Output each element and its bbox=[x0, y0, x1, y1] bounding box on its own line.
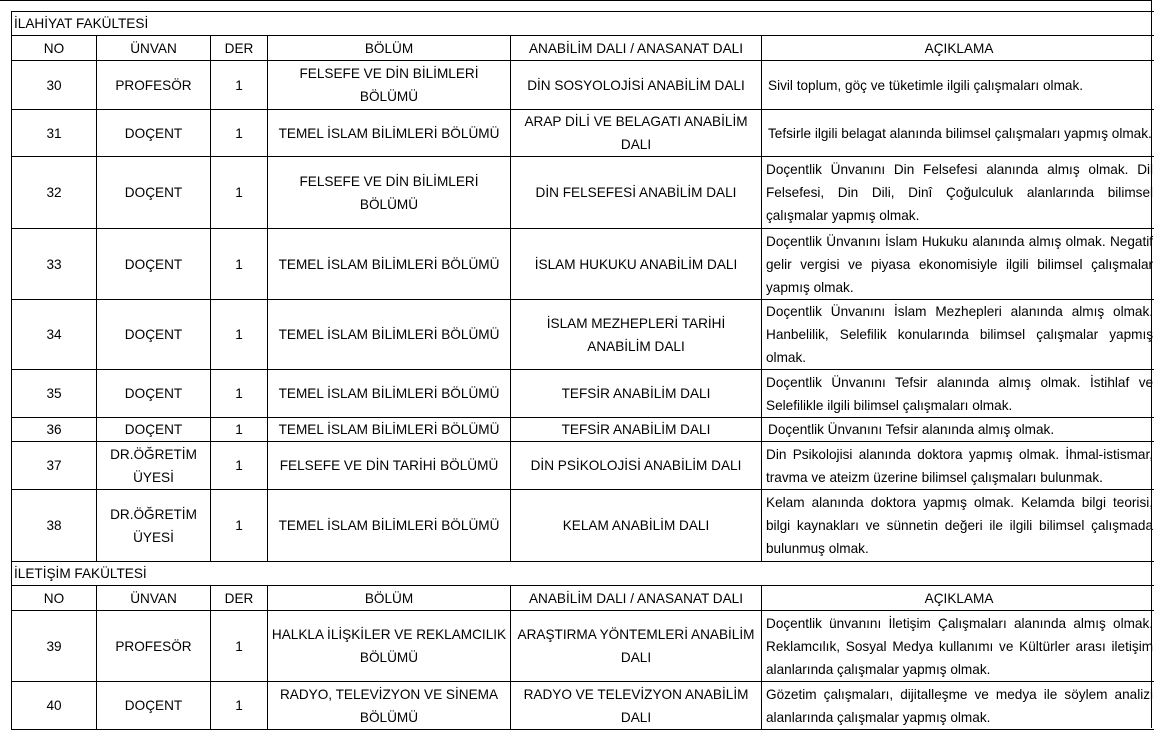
cell-der: 1 bbox=[211, 157, 268, 229]
cell-der: 1 bbox=[211, 418, 268, 442]
cell-no: 40 bbox=[12, 682, 97, 730]
faculty-row bbox=[12, 562, 1154, 586]
cell-anabilim: DİN PSİKOLOJİSİ ANABİLİM DALI bbox=[511, 442, 762, 490]
cell-der: 1 bbox=[211, 611, 268, 682]
header-aciklama: AÇIKLAMA bbox=[762, 36, 1154, 61]
header-unvan: ÜNVAN bbox=[97, 586, 211, 611]
header-row bbox=[12, 36, 1154, 61]
table-row bbox=[12, 370, 1154, 418]
header-anabilim: ANABİLİM DALI / ANASANAT DALI bbox=[511, 586, 762, 611]
header-no: NO bbox=[12, 586, 97, 611]
cell-bolum: TEMEL İSLAM BİLİMLERİ BÖLÜMÜ bbox=[268, 418, 511, 442]
cell-bolum: TEMEL İSLAM BİLİMLERİ BÖLÜMÜ bbox=[268, 370, 511, 418]
cell-bolum: HALKLA İLİŞKİLER VE REKLAMCILIK BÖLÜMÜ bbox=[268, 611, 511, 682]
cell-aciklama: Doçentlik Ünvanını Tefsir alanında almış olmak. bbox=[762, 418, 1154, 442]
cell-der: 1 bbox=[211, 682, 268, 730]
cell-der: 1 bbox=[211, 370, 268, 418]
cell-anabilim: ARAŞTIRMA YÖNTEMLERİ ANABİLİM DALI bbox=[511, 611, 762, 682]
cell-der: 1 bbox=[211, 300, 268, 370]
cell-bolum: FELSEFE VE DİN TARİHİ BÖLÜMÜ bbox=[268, 442, 511, 490]
header-aciklama: AÇIKLAMA bbox=[762, 586, 1154, 611]
cell-bolum: FELSEFE VE DİN BİLİMLERİ BÖLÜMÜ bbox=[268, 61, 511, 110]
table-row bbox=[12, 229, 1154, 300]
cell-no: 39 bbox=[12, 611, 97, 682]
cell-aciklama: Sivil toplum, göç ve tüketimle ilgili çalışmaları olmak. bbox=[762, 61, 1154, 110]
cell-unvan: DR.ÖĞRETİM ÜYESİ bbox=[97, 490, 211, 562]
cell-der: 1 bbox=[211, 229, 268, 300]
table-row bbox=[12, 490, 1154, 562]
cell-der: 1 bbox=[211, 61, 268, 110]
cell-bolum: TEMEL İSLAM BİLİMLERİ BÖLÜMÜ bbox=[268, 300, 511, 370]
cell-aciklama: Kelam alanında doktora yapmış olmak. Kelamda bilgi teorisi, bilgi kaynakları ve sünnetin değeri ile ilgili bilimsel çalışmada bulunmuş olmak. bbox=[762, 490, 1154, 562]
cell-anabilim: TEFSİR ANABİLİM DALI bbox=[511, 370, 762, 418]
table-row bbox=[12, 611, 1154, 682]
cell-unvan: PROFESÖR bbox=[97, 61, 211, 110]
cell-unvan: PROFESÖR bbox=[97, 611, 211, 682]
header-bolum: BÖLÜM bbox=[268, 586, 511, 611]
cell-aciklama: Doçentlik Ünvanını Tefsir alanında almış olmak. İstihlaf ve Selefilikle ilgili bilimsel çalışmaları olmak. bbox=[762, 370, 1154, 418]
cell-no: 32 bbox=[12, 157, 97, 229]
header-row bbox=[12, 586, 1154, 611]
cell-aciklama: Doçentlik Ünvanını Din Felsefesi alanında almış olmak. Dil Felsefesi, Din Dili, Dinî Çoğulculuk alanlarında bilimsel çalışmalar yapmış olmak. bbox=[762, 157, 1154, 229]
cell-unvan: DOÇENT bbox=[97, 110, 211, 157]
cell-bolum: RADYO, TELEVİZYON VE SİNEMA BÖLÜMÜ bbox=[268, 682, 511, 730]
cell-unvan: DR.ÖĞRETİM ÜYESİ bbox=[97, 442, 211, 490]
cell-unvan: DOÇENT bbox=[97, 370, 211, 418]
cell-unvan: DOÇENT bbox=[97, 300, 211, 370]
cell-anabilim: DİN FELSEFESİ ANABİLİM DALI bbox=[511, 157, 762, 229]
faculty-title: İLETİŞİM FAKÜLTESİ bbox=[12, 562, 1154, 586]
cell-anabilim: İSLAM MEZHEPLERİ TARİHİ ANABİLİM DALI bbox=[511, 300, 762, 370]
cell-aciklama: Din Psikolojisi alanında doktora yapmış olmak. İhmal-istismar, travma ve ateizm üzerine bilimsel çalışmaları bulunmak. bbox=[762, 442, 1154, 490]
table-row bbox=[12, 157, 1154, 229]
cell-bolum: FELSEFE VE DİN BİLİMLERİ BÖLÜMÜ bbox=[268, 157, 511, 229]
cell-anabilim: RADYO VE TELEVİZYON ANABİLİM DALI bbox=[511, 682, 762, 730]
header-anabilim: ANABİLİM DALI / ANASANAT DALI bbox=[511, 36, 762, 61]
cell-der: 1 bbox=[211, 442, 268, 490]
cell-anabilim: KELAM ANABİLİM DALI bbox=[511, 490, 762, 562]
faculty-row bbox=[12, 12, 1154, 36]
cell-aciklama: Doçentlik ünvanını İletişim Çalışmaları alanında almış olmak. Reklamcılık, Sosyal Medya kullanımı ve Kültürler arası iletişim alanlarında çalışmalar yapmış olmak. bbox=[762, 611, 1154, 682]
faculty-title: İLAHİYAT FAKÜLTESİ bbox=[12, 12, 1154, 36]
cell-unvan: DOÇENT bbox=[97, 157, 211, 229]
cell-no: 35 bbox=[12, 370, 97, 418]
cell-aciklama: Gözetim çalışmaları, dijitalleşme ve medya ile söylem analizi alanlarında çalışmalar yapmış olmak. bbox=[762, 682, 1154, 730]
cell-der: 1 bbox=[211, 110, 268, 157]
cell-unvan: DOÇENT bbox=[97, 682, 211, 730]
cell-bolum: TEMEL İSLAM BİLİMLERİ BÖLÜMÜ bbox=[268, 490, 511, 562]
cell-unvan: DOÇENT bbox=[97, 418, 211, 442]
staff-positions-table bbox=[11, 11, 1154, 730]
header-no: NO bbox=[12, 36, 97, 61]
table-row bbox=[12, 110, 1154, 157]
table-row bbox=[12, 682, 1154, 730]
cell-aciklama: Tefsirle ilgili belagat alanında bilimsel çalışmaları yapmış olmak. bbox=[762, 110, 1154, 157]
cell-anabilim: İSLAM HUKUKU ANABİLİM DALI bbox=[511, 229, 762, 300]
header-der: DER bbox=[211, 586, 268, 611]
cell-no: 37 bbox=[12, 442, 97, 490]
cell-no: 36 bbox=[12, 418, 97, 442]
header-bolum: BÖLÜM bbox=[268, 36, 511, 61]
header-der: DER bbox=[211, 36, 268, 61]
cell-unvan: DOÇENT bbox=[97, 229, 211, 300]
cell-bolum: TEMEL İSLAM BİLİMLERİ BÖLÜMÜ bbox=[268, 229, 511, 300]
cell-anabilim: ARAP DİLİ VE BELAGATI ANABİLİM DALI bbox=[511, 110, 762, 157]
cell-bolum: TEMEL İSLAM BİLİMLERİ BÖLÜMÜ bbox=[268, 110, 511, 157]
header-unvan: ÜNVAN bbox=[97, 36, 211, 61]
cell-no: 30 bbox=[12, 61, 97, 110]
cell-no: 38 bbox=[12, 490, 97, 562]
cell-no: 33 bbox=[12, 229, 97, 300]
cell-no: 31 bbox=[12, 110, 97, 157]
cell-no: 34 bbox=[12, 300, 97, 370]
cell-aciklama: Doçentlik Ünvanını İslam Mezhepleri alanında almış olmak. Hanbelilik, Selefilik konularında bilimsel çalışmalar yapmış olmak. bbox=[762, 300, 1154, 370]
cell-der: 1 bbox=[211, 490, 268, 562]
table-row bbox=[12, 418, 1154, 442]
table-row bbox=[12, 442, 1154, 490]
cell-aciklama: Doçentlik Ünvanını İslam Hukuku alanında almış olmak. Negatif gelir vergisi ve piyasa ekonomisiyle ilgili bilimsel çalışmalar yapmış olmak. bbox=[762, 229, 1154, 300]
cell-anabilim: DİN SOSYOLOJİSİ ANABİLİM DALI bbox=[511, 61, 762, 110]
table-row bbox=[12, 300, 1154, 370]
table-row bbox=[12, 61, 1154, 110]
cell-anabilim: TEFSİR ANABİLİM DALI bbox=[511, 418, 762, 442]
